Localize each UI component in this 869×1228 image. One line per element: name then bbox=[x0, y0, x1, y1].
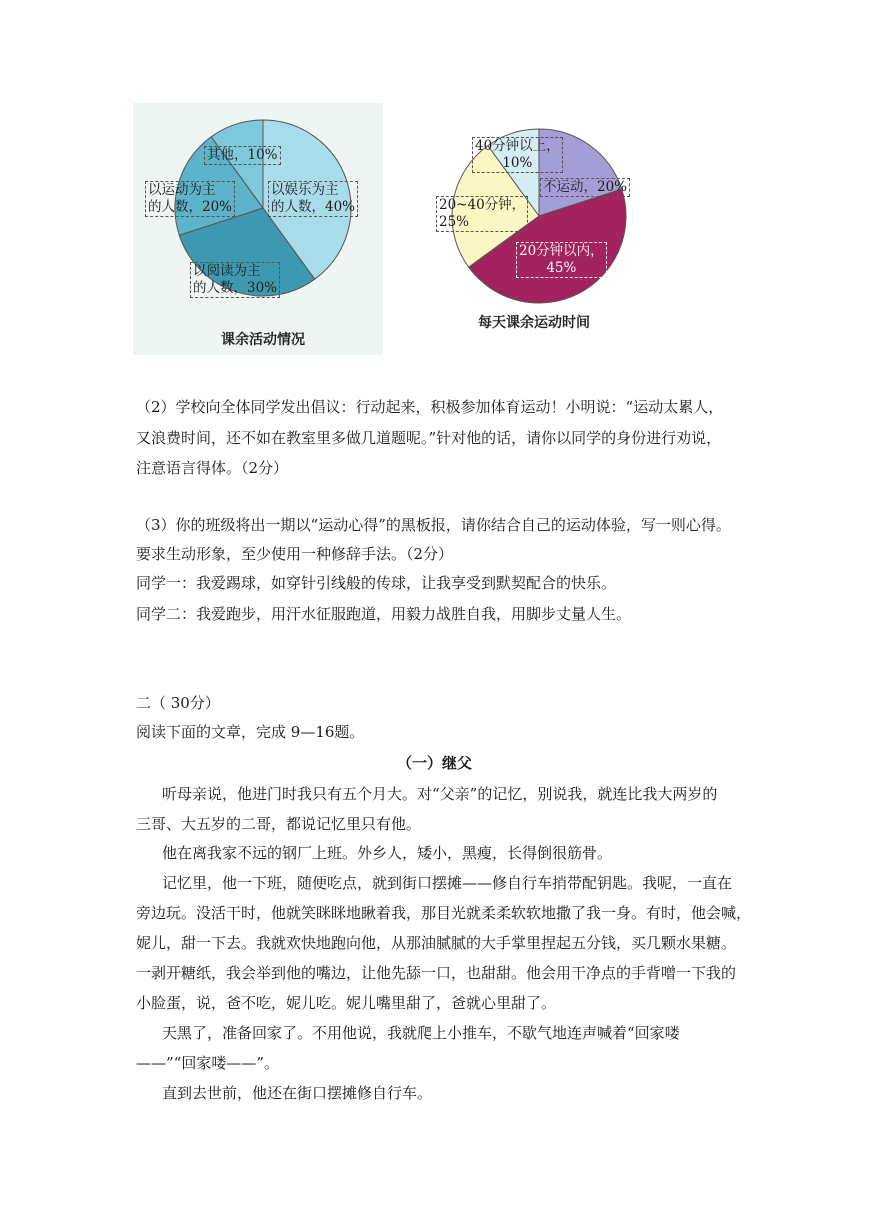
q3-line-2: 要求生动形象，至少使用一种修辞手法。（2分） bbox=[136, 545, 454, 563]
article-para-1a: 听母亲说，他进门时我只有五个月大。对“父亲”的记忆，别说我，就连比我大两岁的 bbox=[162, 785, 718, 803]
article-para-4a: 天黑了，准备回家了。不用他说，我就爬上小推车，不歇气地连声喊着“回家喽 bbox=[162, 1024, 680, 1042]
label-no: 不运动，20% bbox=[540, 178, 630, 197]
q2-line-1: （2）学校向全体同学发出倡议：行动起来，积极参加体育运动！小明说：“运动太累人， bbox=[136, 398, 724, 416]
article-para-4b: ——”“回家喽——”。 bbox=[136, 1054, 280, 1072]
activity-chart bbox=[133, 103, 383, 355]
article-para-3b: 旁边玩。没活干时，他就笑眯眯地瞅着我，那目光就柔柔软软地撒了我一身。有时，他会喊， bbox=[136, 904, 752, 922]
article-title: （一）继父 bbox=[396, 754, 472, 772]
label-qita: 其他，10% bbox=[204, 146, 281, 165]
label-mid: 20~40分钟， 25% bbox=[436, 196, 528, 232]
article-para-3d: 一剥开糖纸，我会举到他的嘴边，让他先舔一口，也甜甜。他会用干净点的手背噌一下我的 bbox=[136, 964, 737, 982]
q3-line-1: （3）你的班级将出一期以“运动心得”的黑板报，请你结合自己的运动体验，写一则心得。 bbox=[136, 516, 731, 534]
article-para-3c: 妮儿，甜一下去。我就欢快地跑向他，从那油腻腻的大手掌里捏起五分钱，买几颗水果糖。 bbox=[136, 934, 737, 952]
label-yundong: 以运动为主 的人数，20% bbox=[145, 181, 235, 217]
article-para-1b: 三哥、大五岁的二哥，都说记忆里只有他。 bbox=[136, 815, 422, 833]
label-gt40: 40分钟以上， 10% bbox=[472, 137, 563, 173]
q3-example-1: 同学一：我爱踢球，如穿针引线般的传球，让我享受到默契配合的快乐。 bbox=[136, 574, 617, 592]
exercise-chart-title: 每天课余运动时间 bbox=[478, 315, 590, 331]
section2-instruction: 阅读下面的文章，完成 9—16题。 bbox=[136, 723, 365, 741]
q3-example-2: 同学二：我爱跑步，用汗水征服跑道，用毅力战胜自我，用脚步丈量人生。 bbox=[136, 605, 632, 623]
article-para-3a: 记忆里，他一下班，随便吃点，就到街口摆摊——修自行车捎带配钥匙。我呢，一直在 bbox=[162, 874, 733, 892]
section2-heading: 二（ 30分） bbox=[136, 694, 220, 712]
label-lt20: 20分钟以内， 45% bbox=[516, 242, 607, 278]
q2-line-2: 又浪费时间，还不如在教室里多做几道题呢。”针对他的话，请你以同学的身份进行劝说， bbox=[136, 429, 722, 447]
activity-pie bbox=[133, 103, 383, 355]
q2-line-3: 注意语言得体。（2分） bbox=[136, 459, 289, 477]
label-yuedu: 以阅读为主 的人数，30% bbox=[190, 262, 280, 298]
article-para-3e: 小脸蛋，说，爸不吃，妮儿吃。妮儿嘴里甜了，爸就心里甜了。 bbox=[136, 994, 557, 1012]
article-para-5: 直到去世前，他还在街口摆摊修自行车。 bbox=[162, 1084, 433, 1102]
activity-chart-title: 课余活动情况 bbox=[221, 332, 305, 348]
label-yule: 以娱乐为主 的人数，40% bbox=[268, 181, 358, 217]
article-para-2: 他在离我家不远的钢厂上班。外乡人，矮小，黑瘦，长得倒很筋骨。 bbox=[162, 844, 613, 862]
